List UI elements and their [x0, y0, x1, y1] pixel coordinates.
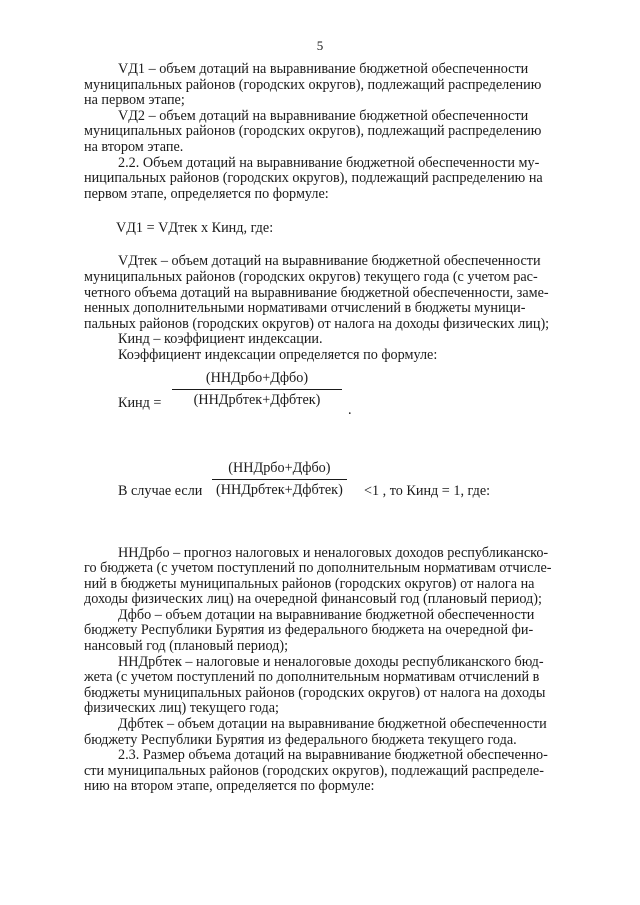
- section-2-3: 2.3. Размер объема дотаций на выравнивание бюджетной обеспеченно- сти муниципальных районов (городских округов), подлежащий распределе- нию на втором этапе, определяется по формуле:: [84, 747, 548, 795]
- nndrbo-definition: ННДрбо – прогноз налоговых и неналоговых доходов республиканско- го бюджета (с учетом поступлений по дополнительным нормативам отчисле- ний в бюджеты муниципальных районов (городских округов) от налога на доходы физических лиц) на очередной финансовый год (плановый период);: [84, 544, 552, 608]
- formula-condition: В случае если (ННДрбо+Дфбо) (ННДрбтек+Дфбтек) <1 , то Кинд = 1, где:: [118, 459, 491, 499]
- vdtek-definition: VДтек – объем дотаций на выравнивание бюджетной обеспеченности муниципальных районов (городских округов) текущего года (с учетом рас- четного объема дотаций на выравнивание бюджетной обеспеченности, заме- ненных дополнительными нормативами отчислений в бюджеты муници- пальных районов (городских округов) от налога на доходы физических лиц);: [84, 253, 550, 332]
- nndrbtek-definition: ННДрбтек – налоговые и неналоговые доходы республиканского бюд- жета (с учетом поступлений по дополнительным нормативам отчислений в бюджеты муниципальных районов (городских округов) от налога на доходы физических лиц) текущего года;: [84, 653, 546, 717]
- kind-definition: Кинд – коэффициент индексации.: [118, 331, 323, 348]
- vd1-definition: VД1 – объем дотаций на выравнивание бюджетной обеспеченности муниципальных районов (городских округов), подлежащий распределению на первом этапе;: [84, 61, 542, 109]
- page-number: 5: [316, 38, 324, 53]
- dfbtek-definition: Дфбтек – объем дотации на выравнивание бюджетной обеспеченности бюджету Республики Бурятия из федерального бюджета текущего года.: [84, 716, 547, 748]
- vd2-definition: VД2 – объем дотаций на выравнивание бюджетной обеспеченности муниципальных районов (городских округов), подлежащий распределению на втором этапе.: [84, 107, 542, 155]
- document-body: [84, 61, 584, 795]
- dfbo-definition: Дфбо – объем дотации на выравнивание бюджетной обеспеченности бюджету Республики Бурятия из федерального бюджета на очередной фи- нансовый год (плановый период);: [84, 606, 535, 655]
- section-2-2: 2.2. Объем дотаций на выравнивание бюджетной обеспеченности му- ниципальных районов (городских округов), подлежащий распределению на первом этапе, определяется по формуле:: [84, 154, 543, 202]
- kind-intro: Коэффициент индексации определяется по формуле:: [118, 346, 438, 363]
- formula-vd1: VД1 = VДтек х Кинд, где:: [116, 220, 274, 237]
- formula-kind: Кинд = (ННДрбо+Дфбо) (ННДрбтек+Дфбтек) .: [118, 369, 352, 418]
